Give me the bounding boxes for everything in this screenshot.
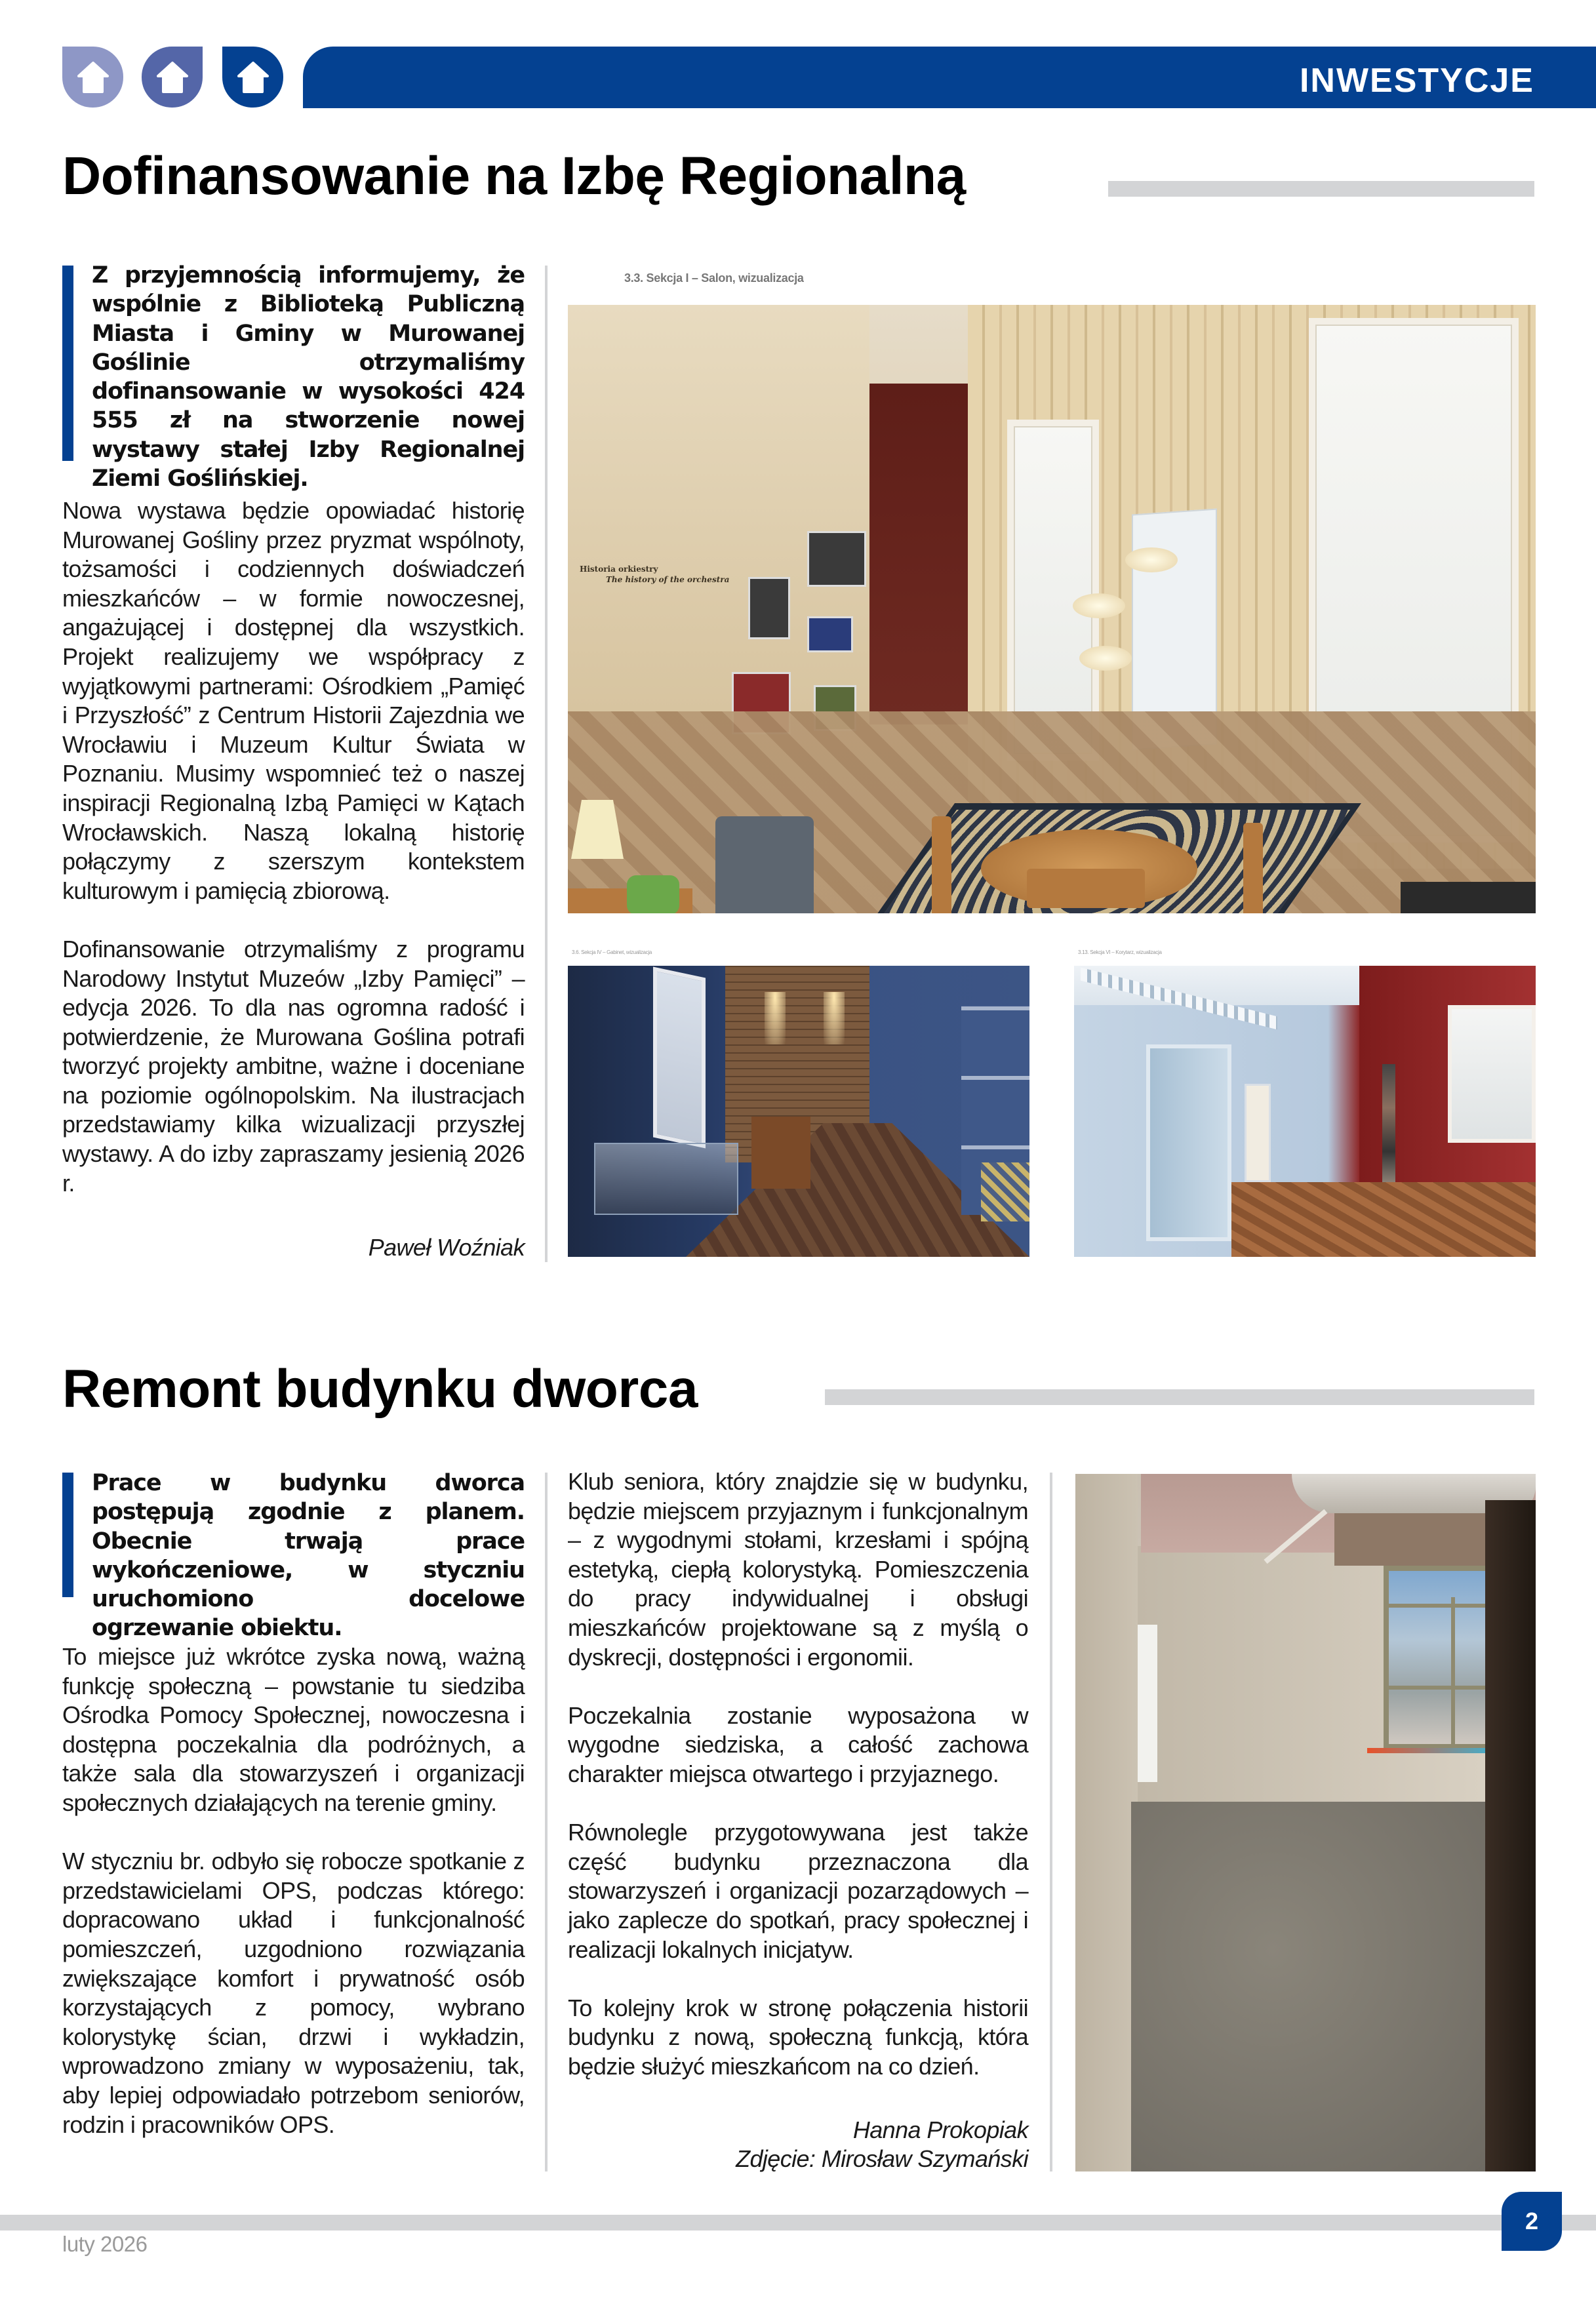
- house-icon: [222, 47, 283, 108]
- house-icon-glyph: [75, 59, 111, 96]
- display-case: [594, 1143, 738, 1215]
- image-caption: 3.6. Sekcja IV – Gabinet, wizualizacja: [572, 949, 652, 955]
- lead-accent-bar: [62, 1473, 73, 1597]
- paragraph: Dofinansowanie otrzymaliśmy z programu Narodowy Instytut Muzeów „Izby Pamięci” – edycja 2026. To dla nas ogromna radość i potwierdzenie, że Murowana Goślina potrafi tworzyć projekty ambitne, ważne i doceniane na poziomie ogólnopolskim. Na ilustracjach przedstawiamy kilka wizualizacji przyszłej wystawy. A do izby zapraszamy jesienią 2026 r.: [62, 935, 525, 1197]
- article-title: Dofinansowanie na Izbę Regionalną: [62, 146, 966, 206]
- article-body: [62, 496, 525, 1198]
- window: [1007, 420, 1099, 761]
- column-divider: [1050, 1473, 1052, 2171]
- paragraph: Równolegle przygotowywana jest także część budynku przeznaczona dla stowarzyszeń i organizacji pozarządowych – jako zaplecze do spotkań, pracy społecznej i realizacji lokalnych inicjatyw.: [568, 1819, 1028, 1963]
- house-icon-glyph: [235, 59, 271, 96]
- footer-bar: [0, 2215, 1596, 2231]
- photo-credit: Zdjęcie: Mirosław Szymański: [736, 2145, 1028, 2172]
- title-divider: [825, 1389, 1534, 1405]
- article-title: Remont budynku dworca: [62, 1359, 698, 1419]
- exhibit-visualization-gallery: [568, 966, 1029, 1257]
- house-icon: [142, 47, 203, 108]
- article-body-left: [62, 1642, 525, 2139]
- image-caption: 3.13. Sekcja VI – Korytarz, wizualizacja: [1078, 949, 1162, 955]
- exhibit-visualization-corridor: [1074, 966, 1536, 1257]
- column-divider: [545, 266, 548, 1262]
- issue-date: luty 2026: [62, 2232, 148, 2256]
- telephone: [627, 875, 679, 913]
- wall-text: Historia orkiestry The history of the orchestra: [580, 565, 730, 584]
- author-signature: Paweł Woźniak: [368, 1234, 525, 1261]
- article-body-right: [568, 1467, 1028, 2081]
- title-divider: [1108, 181, 1534, 197]
- section-label: INWESTYCJE: [1299, 62, 1534, 100]
- concrete-floor: [1131, 1802, 1485, 2171]
- house-icon: [62, 47, 123, 108]
- page-number-badge: 2: [1502, 2192, 1562, 2251]
- lead-accent-bar: [62, 266, 73, 461]
- column-divider: [545, 1473, 548, 2171]
- exhibit-visualization-salon: [568, 305, 1536, 913]
- paragraph: Poczekalnia zostanie wyposażona w wygodne siedziska, a całość zachowa charakter miejsca otwartego i przyjaznego.: [568, 1701, 1028, 1787]
- paragraph: To kolejny krok w stronę połączenia historii budynku z nową, społeczną funkcją, która będzie służyć mieszkańcom na co dzień.: [568, 1994, 1028, 2080]
- house-icon-glyph: [154, 59, 191, 96]
- paragraph: Nowa wystawa będzie opowiadać historię Murowanej Gośliny przez pryzmat wspólnoty, tożsamości i codziennych doświadczeń mieszkańców – w formie nowoczesnej, angażującej i dostępnej dla wszystkich. Projekt realizujemy we współpracy z wyjątkowymi partnerami: Ośrodkiem „Pamięć i Przyszłość” z Centrum Historii Zajezdnia we Wrocławiu i Muzeum Kultur Świata w Poznaniu. Musimy wspomnieć też o naszej inspiracji Regionalną Izbą Pamięci w Kątach Wrocławskich. Naszą lokalną historię połączymy z szerszym kontekstem kulturowym i pamięcią zbiorową.: [62, 497, 525, 904]
- section-header-bar: [303, 47, 1596, 108]
- image-caption: 3.3. Sekcja I – Salon, wizualizacja: [624, 271, 804, 285]
- article-lead: Prace w budynku dworca postępują zgodnie z planem. Obecnie trwają prace wykończeniowe, w styczniu uruchomiono docelowe ogrzewanie obiektu.: [92, 1470, 525, 1642]
- armchair: [715, 816, 814, 913]
- author-signature: Hanna Prokopiak: [852, 2116, 1028, 2143]
- renovation-photo: [1075, 1474, 1536, 2171]
- paragraph: Klub seniora, który znajdzie się w budynku, będzie miejscem przyjaznym i funkcjonalnym – z wygodnymi stołami, krzesłami i spójną estetyką, ciepłą kolorystyką. Pomieszczenia do pracy indywidualnej i obsługi mieszkańców projektowane są z myślą o dyskrecji, dostępności i ergonomii.: [568, 1468, 1028, 1671]
- article-lead: Z przyjemnością informujemy, że wspólnie z Biblioteką Publiczną Miasta i Gminy w Murowanej Goślinie otrzymaliśmy dofinansowanie w wysokości 424 555 zł na stworzenie nowej wystawy stałej Izby Regionalnej Ziemi Goślińskiej.: [92, 262, 525, 492]
- paragraph: To miejsce już wkrótce zyska nową, ważną funkcję społeczną – powstanie tu siedziba Ośrodka Pomocy Społecznej, nowoczesna i dostępna poczekalnia dla podróżnych, a także sala dla stowarzyszeń i organizacji społecznych działających na terenie gminy.: [62, 1643, 525, 1816]
- paragraph: W styczniu br. odbyło się robocze spotkanie z przedstawicielami OPS, podczas którego: dopracowano układ i funkcjonalność pomieszczeń, uzgodniono rozwiązania zwiększające komfort i prywatność osób korzystających z pomocy, wybrano kolorystykę ścian, drzwi i wykładzin, wprowadzono zmiany w wyposażeniu, tak, aby lepiej odpowiadało potrzebom seniorów, rodzin i pracowników OPS.: [62, 1848, 525, 2138]
